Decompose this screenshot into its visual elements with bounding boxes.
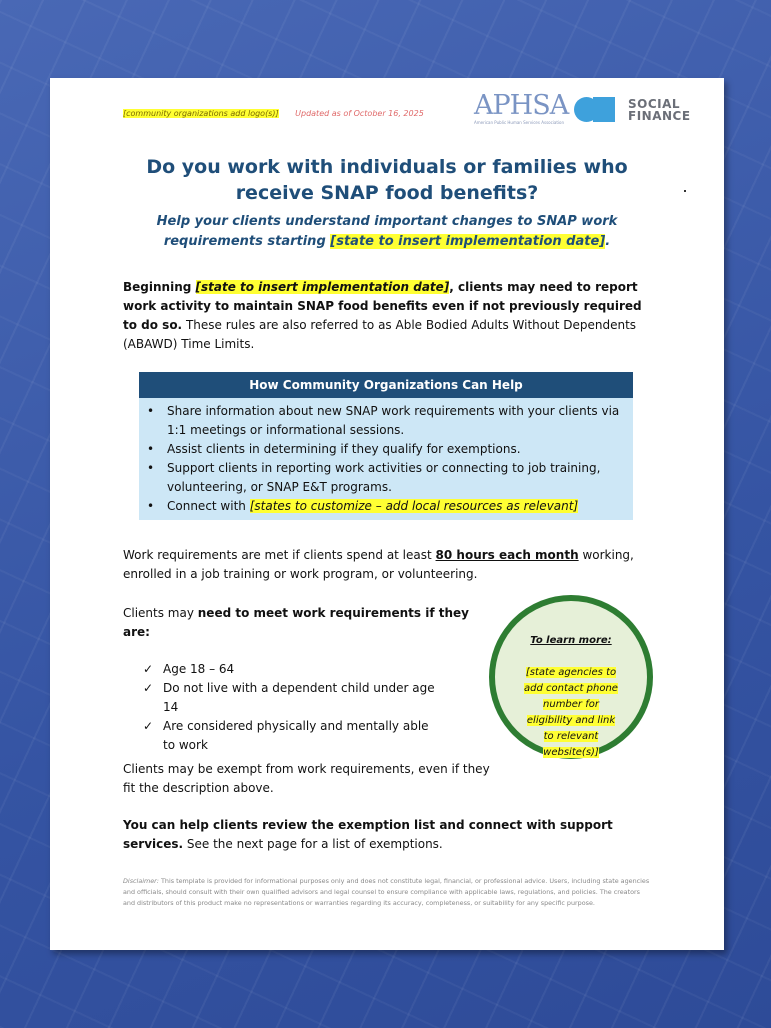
intro-date-placeholder: [state to insert implementation date] bbox=[195, 280, 450, 294]
requirement-paragraph: Work requirements are met if clients spend at least 80 hours each month working, enrolled in a job training or work program, or volunteering. bbox=[123, 548, 634, 581]
hours-requirement: 80 hours each month bbox=[435, 548, 579, 562]
help-list-item: • Support clients in reporting work activities or connecting to job training, volunteering, or SNAP E&T programs. bbox=[147, 461, 601, 494]
disclaimer-label: Disclaimer: bbox=[123, 877, 159, 885]
page-subtitle: Help your clients understand important changes to SNAP work requirements starting [state to insert implementation date]. bbox=[156, 214, 618, 249]
check-icon: ✓ bbox=[143, 719, 154, 733]
bullet-icon: • bbox=[147, 404, 155, 418]
checklist-item: ✓ Are considered physically and mentally able to work bbox=[143, 719, 429, 752]
check-icon: ✓ bbox=[143, 681, 154, 695]
aphsa-logo bbox=[474, 90, 569, 126]
help-list-item: • Connect with [states to customize – add local resources as relevant] bbox=[145, 497, 625, 516]
org-logo-placeholder: [community organizations add logo(s)] bbox=[123, 109, 279, 118]
checklist-item: ✓ Age 18 – 64 bbox=[143, 660, 443, 679]
checklist-item: ✓ Do not live with a dependent child under age 14 bbox=[143, 681, 435, 714]
can-help-paragraph: You can help clients review the exemption list and connect with support services. See the next page for a list of exemptions. bbox=[123, 818, 613, 851]
local-resources-placeholder: [states to customize – add local resources as relevant] bbox=[249, 499, 579, 513]
help-list-item: • Assist clients in determining if they qualify for exemptions. bbox=[145, 440, 625, 459]
learn-more-body: [state agencies to add contact phone number for eligibility and link to relevant website(s)] bbox=[524, 667, 618, 758]
aphsa-logo-text: APHSA bbox=[474, 90, 569, 121]
bullet-icon: • bbox=[147, 461, 155, 475]
may-need-paragraph: Clients may need to meet work requirements if they are: bbox=[123, 606, 469, 639]
header-line bbox=[123, 109, 424, 118]
learn-more-heading: To learn more: bbox=[530, 635, 612, 646]
check-icon: ✓ bbox=[143, 662, 154, 676]
learn-more-circle bbox=[489, 595, 653, 759]
intro-paragraph: Beginning [state to insert implementation date], clients may need to report work activity to maintain SNAP food benefits even if not previously required to do so. These rules are also referred to as Able Bodied Adults Without Dependents (ABAWD) Time Limits. bbox=[123, 280, 642, 351]
page-title: Do you work with individuals or families who receive SNAP food benefits? bbox=[146, 156, 628, 204]
bullet-icon: • bbox=[147, 499, 155, 513]
exempt-paragraph: Clients may be exempt from work requirements, even if they fit the description above. bbox=[123, 762, 490, 795]
help-list bbox=[145, 402, 625, 516]
disclaimer: Disclaimer: This template is provided for informational purposes only and does not constitute legal, financial, or professional advice. Users, including state agencies and officials, should consult with their own qualified advisors and legal counsel to ensure compliance with applicable laws, regulations, and policies. The creators and distributors of this product make no representations or warranties regarding its accuracy, completeness, or suitability for any specific purpose. bbox=[123, 877, 650, 907]
aphsa-logo-subtext: American Public Human Services Association bbox=[474, 120, 565, 125]
implementation-date-placeholder: [state to insert implementation date] bbox=[330, 234, 606, 249]
help-box-body bbox=[139, 398, 633, 520]
bullet-icon: • bbox=[147, 442, 155, 456]
social-finance-logo-text: SOCIAL FINANCE bbox=[628, 97, 691, 123]
social-finance-logo bbox=[574, 97, 698, 123]
flyer-page bbox=[50, 78, 724, 950]
social-finance-square-icon bbox=[593, 97, 615, 122]
updated-date: Updated as of October 16, 2025 bbox=[295, 109, 424, 118]
help-box bbox=[139, 372, 633, 520]
help-box-heading: How Community Organizations Can Help bbox=[139, 372, 633, 398]
eligibility-checklist bbox=[143, 660, 443, 755]
help-list-item: • Share information about new SNAP work requirements with your clients via 1:1 meetings or informational sessions. bbox=[147, 404, 620, 437]
